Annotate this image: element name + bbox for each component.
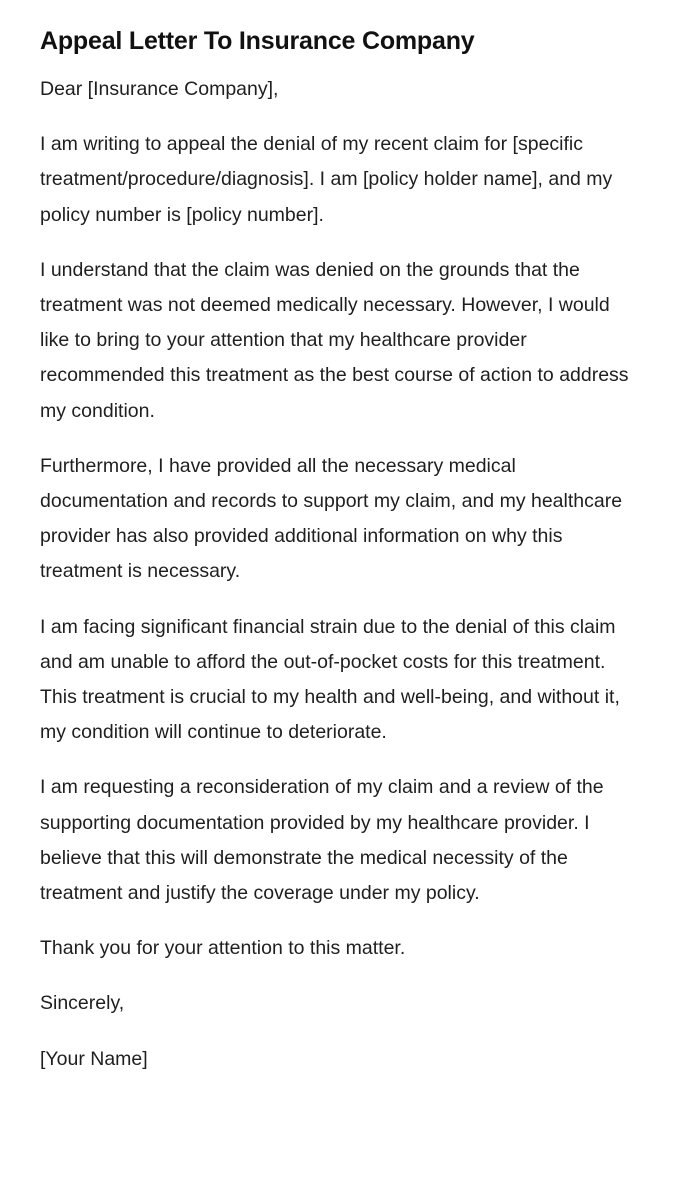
body-paragraph-5: I am requesting a reconsideration of my claim and a review of the supporting documentation provided by my healthcare provider. I believe that this will demonstrate the medical necessity of the treatment and justify the coverage under my policy. — [40, 776, 604, 905]
body-paragraph-4: I am facing significant financial strain due to the denial of this claim and am unable to afford the out-of-pocket costs for this treatment. This treatment is crucial to my health and well-being, and without it, my condition will continue to deteriorate. — [40, 615, 620, 744]
signature: [Your Name] — [40, 1047, 148, 1070]
page-title: Appeal Letter To Insurance Company — [40, 27, 475, 55]
closing: Sincerely, — [40, 992, 125, 1015]
body-paragraph-2: I understand that the claim was denied on the grounds that the treatment was not deemed medically necessary. However, I would like to bring to your attention that my healthcare provider recommended this treatment as the best course of action to address my condition. — [40, 258, 629, 422]
body-paragraph-6: Thank you for your attention to this matter. — [40, 937, 406, 960]
body-paragraph-3: Furthermore, I have provided all the necessary medical documentation and records to support my claim, and my healthcare provider has also provided additional information on why this treatment is necessary. — [40, 454, 623, 583]
body-paragraph-1: I am writing to appeal the denial of my recent claim for [specific treatment/procedure/diagnosis]. I am [policy holder name], and my policy number is [policy number]. — [40, 133, 613, 226]
salutation: Dear [Insurance Company], — [40, 78, 279, 100]
